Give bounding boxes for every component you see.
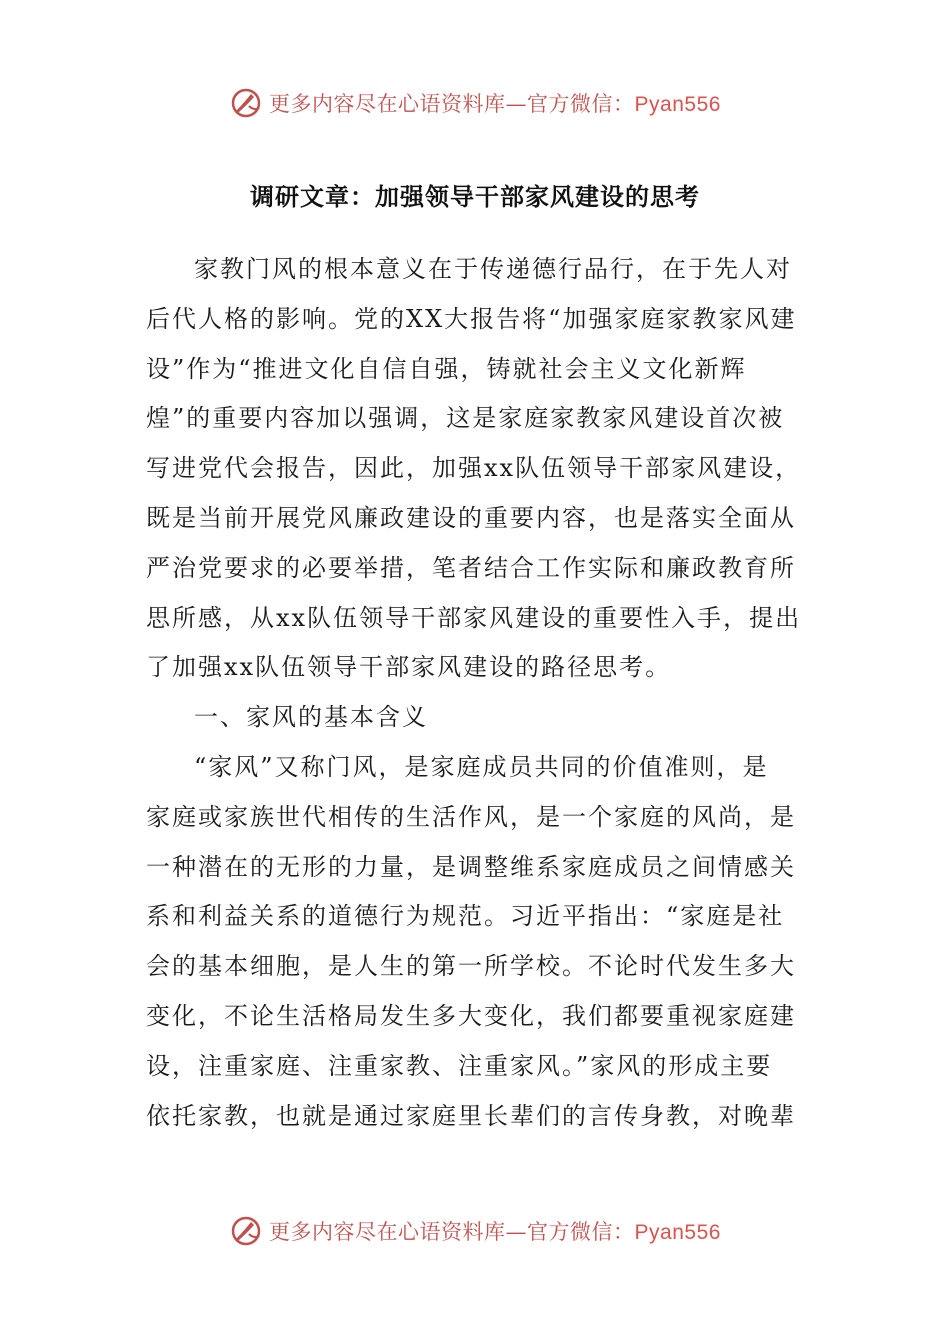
banner-dash: — xyxy=(505,1220,528,1244)
text-line: 系和利益关系的道德行为规范。习近平指出：“家庭是社 xyxy=(146,902,785,931)
text-line: 既是当前开展党风廉政建设的重要内容，也是落实全面从 xyxy=(146,503,796,532)
banner-wechat-id: Pyan556 xyxy=(634,1221,721,1244)
document-title: 调研文章：加强领导干部家风建设的思考 xyxy=(250,182,700,211)
text-line: 后代人格的影响。党的XX大报告将“加强家庭家教家风建 xyxy=(146,304,797,333)
text-line: 依托家教，也就是通过家庭里长辈们的言传身教，对晚辈 xyxy=(146,1101,796,1130)
text-line: 煌”的重要内容加以强调，这是家庭家教家风建设首次被 xyxy=(146,404,785,433)
section-heading xyxy=(146,693,796,743)
document-body xyxy=(146,245,802,1141)
text-line: 会的基本细胞，是人生的第一所学校。不论时代发生多大 xyxy=(146,952,796,981)
banner-wechat-label: 官方微信： xyxy=(527,1220,635,1244)
pen-logo-icon xyxy=(229,1214,263,1248)
text-line: 了加强xx队伍领导干部家风建设的路径思考。 xyxy=(146,653,672,682)
banner-wechat-label: 官方微信： xyxy=(527,92,635,116)
paragraph-definition xyxy=(146,743,796,1141)
footer-banner xyxy=(0,1211,950,1251)
text-line: 变化，不论生活格局发生多大变化，我们都要重视家庭建 xyxy=(146,1001,796,1030)
text-line: 一种潜在的无形的力量，是调整维系家庭成员之间情感关 xyxy=(146,852,796,881)
banner-main-text: 更多内容尽在心语资料库 xyxy=(269,1220,506,1244)
heading-line: 一、家风的基本含义 xyxy=(194,703,428,732)
paragraph-intro xyxy=(146,245,802,693)
banner-text xyxy=(269,1216,721,1246)
text-line: 家教门风的根本意义在于传递德行品行，在于先人对 xyxy=(194,255,792,283)
text-line: 思所感，从xx队伍领导干部家风建设的重要性入手，提出 xyxy=(146,603,802,632)
text-line: 写进党代会报告，因此，加强xx队伍领导干部家风建设， xyxy=(146,454,802,483)
banner-text xyxy=(269,88,721,118)
text-line: 家庭或家族世代相传的生活作风，是一个家庭的风尚，是 xyxy=(146,802,796,831)
text-line: “家风”又称门风，是家庭成员共同的价值准则，是 xyxy=(194,752,769,781)
text-line: 严治党要求的必要举措，笔者结合工作实际和廉政教育所 xyxy=(146,553,796,582)
banner-main-text: 更多内容尽在心语资料库 xyxy=(269,92,506,116)
text-line: 设”作为“推进文化自信自强，铸就社会主义文化新辉 xyxy=(146,354,747,383)
banner-dash: — xyxy=(505,92,528,116)
text-line: 设，注重家庭、注重家教、注重家风。”家风的形成主要 xyxy=(146,1051,773,1080)
banner-wechat-id: Pyan556 xyxy=(634,93,721,116)
header-banner xyxy=(0,83,950,123)
pen-logo-icon xyxy=(229,86,263,120)
